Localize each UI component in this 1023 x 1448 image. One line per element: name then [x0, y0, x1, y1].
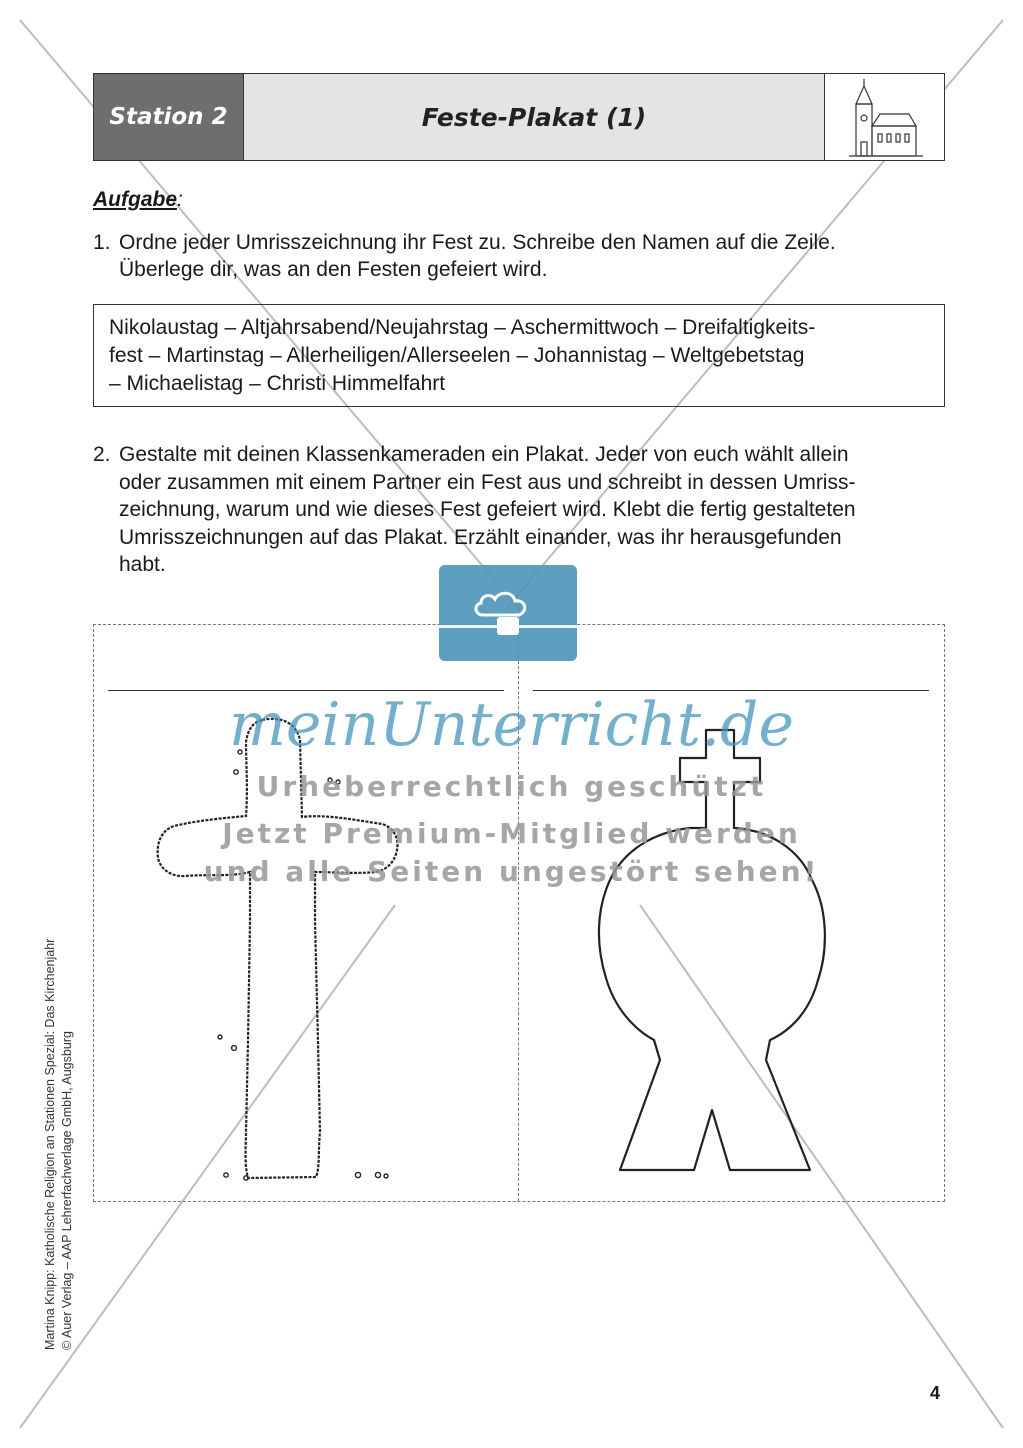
- side-credit-line2: © Auer Verlag – AAP Lehrerfachverlage GmbH, Augsburg: [60, 1031, 74, 1350]
- briefcase-icon: [439, 565, 577, 661]
- word-box: [93, 304, 945, 407]
- task-colon: :: [177, 188, 183, 211]
- task-item-1-text: [119, 229, 836, 283]
- watermark-line3: und alle Seiten ungestört sehen!: [203, 855, 820, 888]
- side-credits: [42, 939, 76, 1350]
- task-item-1: [93, 229, 111, 256]
- task-item-2-text: [119, 441, 979, 579]
- word-box-line1: Nikolaustag – Altjahrsabend/Neujahrstag – Aschermittwoch – Dreifaltigkeits-: [109, 316, 816, 339]
- word-box-line3: – Michaelistag – Christi Himmelfahrt: [109, 372, 446, 395]
- page-title: Feste-Plakat (1): [421, 102, 647, 132]
- task-item-2-line1: Gestalte mit deinen Klassenkameraden ein Plakat. Jeder von euch wählt allein: [119, 443, 849, 466]
- word-box-line2: fest – Martinstag – Allerheiligen/Allerseelen – Johannistag – Weltgebetstag: [109, 344, 805, 367]
- church-icon: [824, 74, 944, 160]
- task-item-2-line3: zeichnung, warum und wie dieses Fest gefeiert wird. Klebt die fertig gestalteten: [119, 498, 856, 521]
- watermark-brand: meinUnterricht.de: [229, 690, 794, 760]
- station-label: Station 2: [94, 74, 244, 160]
- task-item-2-line4: Umrisszeichnungen auf das Plakat. Erzählt einander, was ihr herausgefunden: [119, 525, 842, 549]
- header-bar: [93, 73, 945, 161]
- task-item-1-number: 1.: [93, 231, 111, 254]
- task-item-2-line5: habt.: [119, 553, 166, 576]
- task-item-2: [93, 441, 111, 468]
- task-item-2-number: 2.: [93, 443, 111, 466]
- task-label: Aufgabe: [93, 188, 177, 211]
- watermark-line1: Urheberrechtlich geschützt: [256, 770, 767, 803]
- side-credit-line1: Martina Knipp: Katholische Religion an Stationen Spezial: Das Kirchenjahr: [43, 938, 57, 1350]
- task-item-1-line2: Überlege dir, was an den Festen gefeiert wird.: [119, 258, 548, 281]
- task-item-2-line2: oder zusammen mit einem Partner ein Fest aus und schreibt in dessen Umriss-: [119, 470, 856, 494]
- task-heading: [93, 188, 183, 212]
- watermark-line2: Jetzt Premium-Mitglied werden: [222, 817, 801, 850]
- task-item-1-line1: Ordne jeder Umrisszeichnung ihr Fest zu. Schreibe den Namen auf die Zeile.: [119, 231, 836, 254]
- page-number: 4: [930, 1383, 941, 1403]
